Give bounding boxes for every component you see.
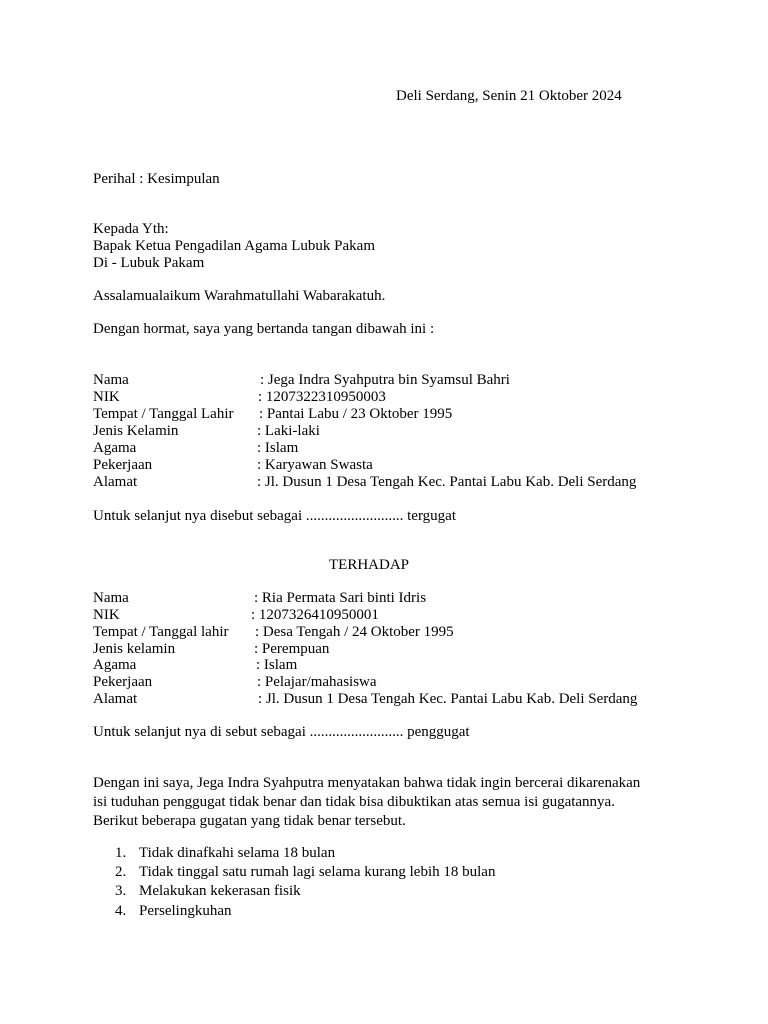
claim-text: Perselingkuhan xyxy=(139,903,232,919)
defendant-name-value: : Jega Indra Syahputra bin Syamsul Bahri xyxy=(260,372,510,388)
opening-sentence: Dengan hormat, saya yang bertanda tangan dibawah ini : xyxy=(93,321,435,337)
greeting: Assalamualaikum Warahmatullahi Wabarakatuh. xyxy=(93,288,386,304)
plaintiff-job-value: : Pelajar/mahasiswa xyxy=(257,674,377,690)
letter-date: Deli Serdang, Senin 21 Oktober 2024 xyxy=(396,88,622,104)
plaintiff-designation: Untuk selanjut nya di sebut sebagai ......................... penggugat xyxy=(93,724,470,740)
plaintiff-birth-label: Tempat / Tanggal lahir xyxy=(93,624,229,640)
letter-subject: Perihal : Kesimpulan xyxy=(93,171,220,187)
defendant-address-label: Alamat xyxy=(93,474,138,490)
plaintiff-birth-value: : Desa Tengah / 24 Oktober 1995 xyxy=(255,624,454,640)
claim-text: Melakukan kekerasan fisik xyxy=(139,883,301,899)
defendant-nik-label: NIK xyxy=(93,389,120,405)
defendant-job-label: Pekerjaan xyxy=(93,457,153,473)
plaintiff-address-label: Alamat xyxy=(93,691,138,707)
statement-line: Berikut beberapa gugatan yang tidak benar tersebut. xyxy=(93,813,406,829)
defendant-birth-label: Tempat / Tanggal Lahir xyxy=(93,406,234,422)
plaintiff-job-label: Pekerjaan xyxy=(93,674,153,690)
defendant-birth-value: : Pantai Labu / 23 Oktober 1995 xyxy=(259,406,453,422)
defendant-designation: Untuk selanjut nya disebut sebagai .......................... tergugat xyxy=(93,508,456,524)
plaintiff-gender-label: Jenis kelamin xyxy=(93,641,176,657)
claim-text: Tidak dinafkahi selama 18 bulan xyxy=(139,845,336,861)
recipient-name: Bapak Ketua Pengadilan Agama Lubuk Pakam xyxy=(93,238,376,254)
versus-heading: TERHADAP xyxy=(329,557,410,573)
claim-number: 2. xyxy=(115,864,127,880)
recipient-heading: Kepada Yth: xyxy=(93,221,169,237)
defendant-religion-value: : Islam xyxy=(257,440,299,456)
claim-text: Tidak tinggal satu rumah lagi selama kurang lebih 18 bulan xyxy=(139,864,496,880)
plaintiff-religion-value: : Islam xyxy=(256,657,298,673)
defendant-gender-label: Jenis Kelamin xyxy=(93,423,179,439)
statement-line: Dengan ini saya, Jega Indra Syahputra menyatakan bahwa tidak ingin bercerai dikarenakan xyxy=(93,775,641,791)
plaintiff-name-value: : Ria Permata Sari binti Idris xyxy=(254,590,427,606)
defendant-nik-value: : 1207322310950003 xyxy=(258,389,386,405)
defendant-gender-value: : Laki-laki xyxy=(257,423,320,439)
claim-number: 3. xyxy=(115,883,127,899)
plaintiff-nik-label: NIK xyxy=(93,607,120,623)
defendant-religion-label: Agama xyxy=(93,440,137,456)
claim-number: 1. xyxy=(115,845,127,861)
claim-number: 4. xyxy=(115,903,127,919)
plaintiff-nik-value: : 1207326410950001 xyxy=(251,607,379,623)
defendant-address-value: : Jl. Dusun 1 Desa Tengah Kec. Pantai Labu Kab. Deli Serdang xyxy=(257,474,637,490)
plaintiff-religion-label: Agama xyxy=(93,657,137,673)
plaintiff-gender-value: : Perempuan xyxy=(254,641,330,657)
statement-line: isi tuduhan penggugat tidak benar dan tidak bisa dibuktikan atas semua isi gugatannya. xyxy=(93,794,615,810)
plaintiff-address-value: : Jl. Dusun 1 Desa Tengah Kec. Pantai Labu Kab. Deli Serdang xyxy=(258,691,638,707)
plaintiff-name-label: Nama xyxy=(93,590,129,606)
recipient-location: Di - Lubuk Pakam xyxy=(93,255,205,271)
defendant-name-label: Nama xyxy=(93,372,129,388)
defendant-job-value: : Karyawan Swasta xyxy=(257,457,373,473)
